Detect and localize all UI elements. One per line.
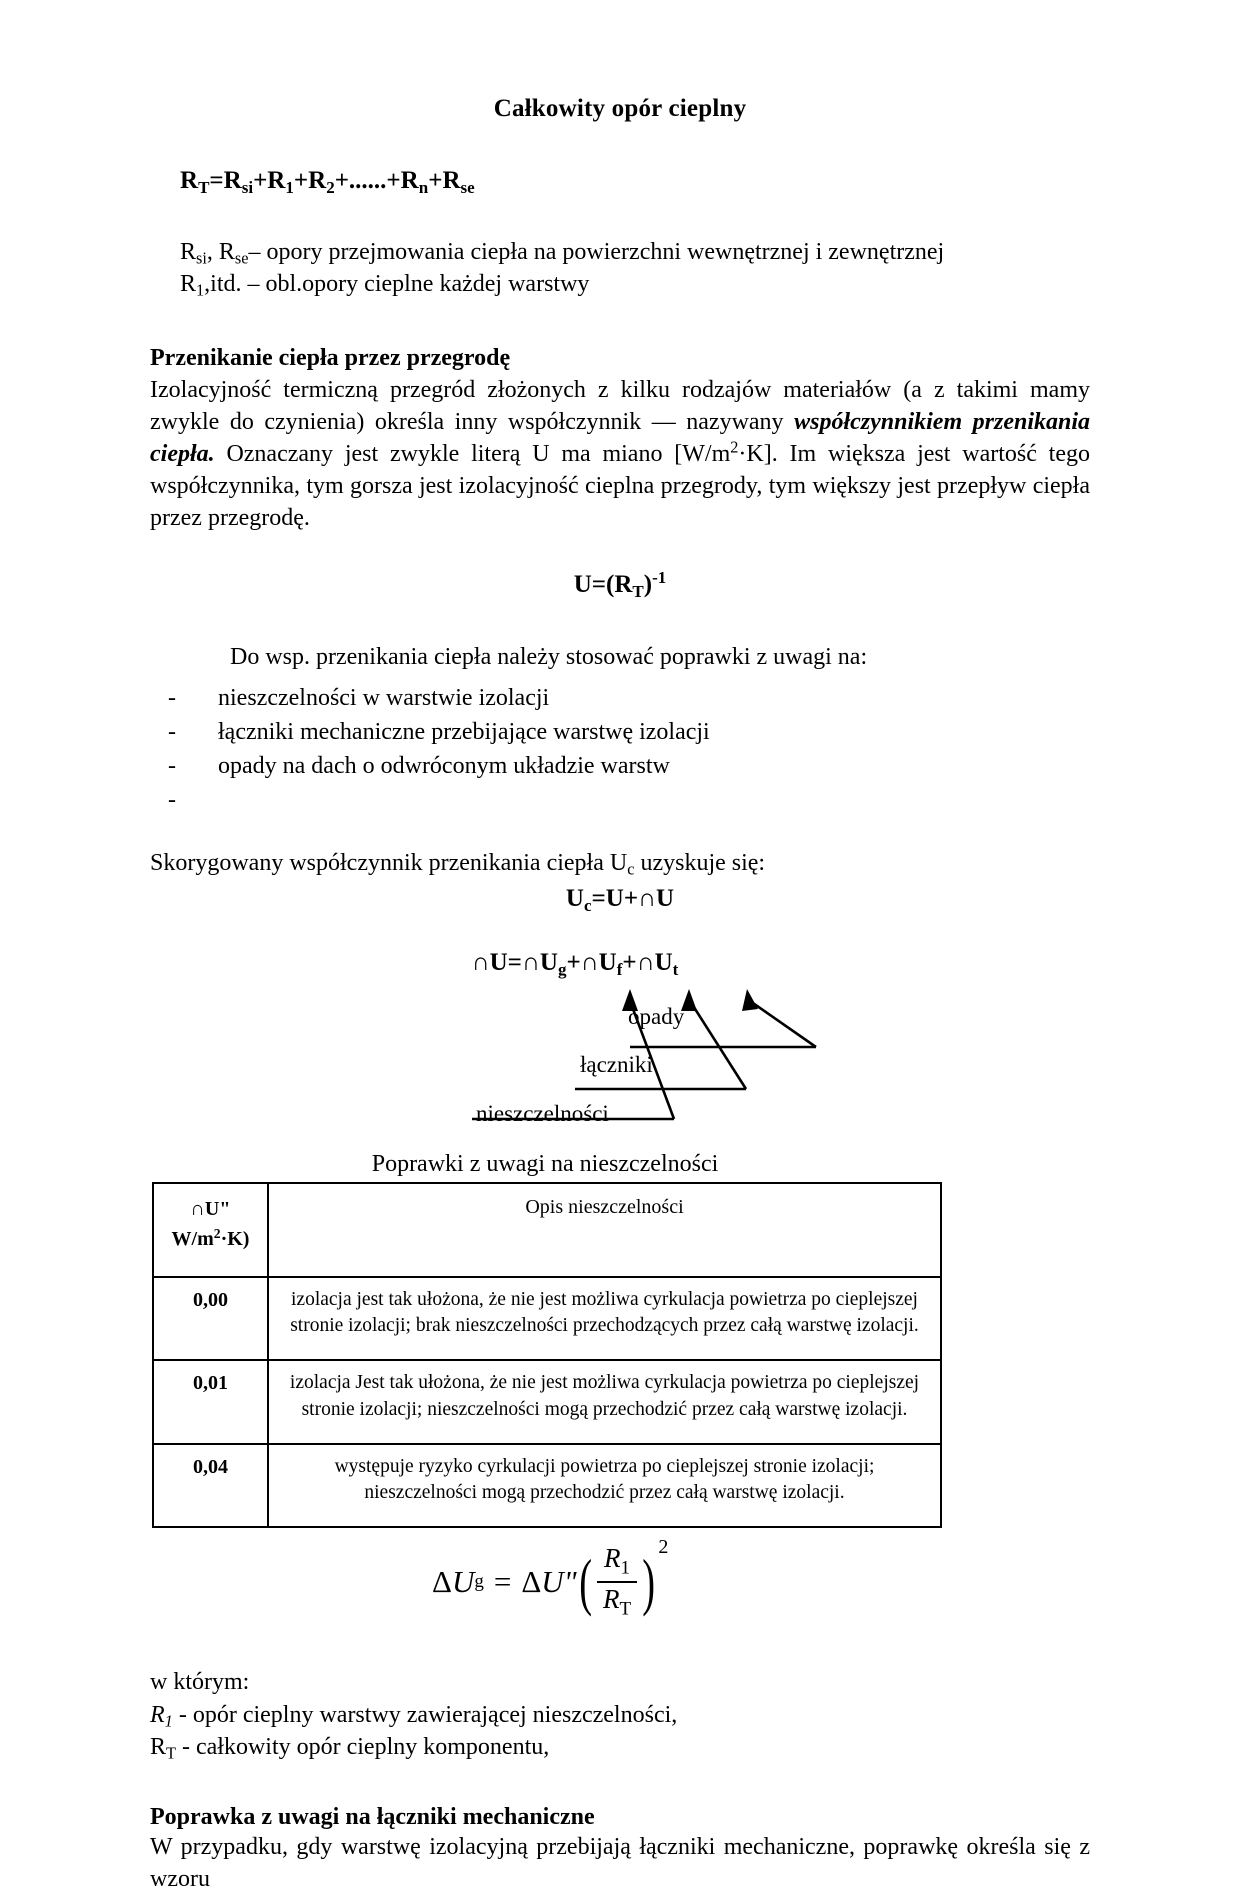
where-block [150,1666,1090,1764]
equation-numerator [598,1542,636,1581]
equation-expression [432,1535,669,1621]
list-item [150,783,1090,817]
equation-den-sub: T [619,1598,632,1620]
equation-delta-ug [150,1535,1090,1656]
equation-paren-open: ( [578,1545,592,1617]
arrow-diagram [150,979,1090,1129]
heading-przenikanie: Przenikanie ciepła przez przegrodę [150,344,511,371]
table-row [153,1360,941,1443]
legend-line-2: $R_1,itd$. – obl.opory cieplne każdej warstwy [180,270,590,300]
formula-u-inverse: $U=(R_T)^{-1}$ [573,567,667,601]
table-header-units [162,1224,259,1254]
corrections-intro [230,641,1090,673]
table-cell-description: izolacja Jest tak ułożona, że nie jest możliwa cyrkulacja powietrza po cieplejszej stronie izolacji; nieszczelności mogą przechodzić przez całą warstwę izolacji. [268,1360,941,1443]
equation-denominator [597,1583,637,1622]
equation-paren-close: ) [642,1545,656,1617]
where-symbol-r1: R [150,1701,165,1728]
corrections-intro-text: Do wsp. przenikania ciepła należy stosować poprawki z uwagi na: [230,643,868,670]
corrected-intro-sub: c [627,859,635,879]
unit-suffix: ·K) [220,1228,250,1251]
legend-line-1: $R_{si}$, $R_{se}-$ opory przejmowania ciepła na powierzchni wewnętrznej i zewnętrznej [180,239,945,268]
table-cell-value: 0,01 [153,1360,268,1443]
legend-line-2-text: ,itd. – obl.opory cieplne każdej warstwy [204,270,590,297]
equation-den-symbol: R [602,1583,620,1614]
equation-u-right: U" [541,1563,577,1599]
equation-equals: = [493,1563,512,1599]
list-item-label: opady na dach o odwróconym układzie warstw [218,752,670,779]
para-part-1: Izolacyjność termiczną przegród złożonych z kilku rodzajów materiałów (a z takimi mamy zwykle do czynienia) określa inny współczynnik — nazywany [150,376,1090,435]
para-unit-exponent: 2 [730,437,739,457]
where-text-2: - całkowity opór cieplny komponentu, [175,1734,550,1761]
document-body [150,95,1090,1895]
corrections-list [150,681,1090,817]
arrowhead-opady [742,989,758,1011]
paragraph-izolacyjnosc [150,374,1090,535]
legend-block [180,237,1090,301]
table-header-row [153,1183,941,1277]
corrected-intro-post: uzyskuje się: [634,849,766,876]
formula-total-resistance: $R_T=R_{si}+R_1+R_2+......+R_n+R_{se}$ [180,167,475,197]
equation-delta-right: Δ [521,1563,542,1599]
para-emphasis: współczynnikiem przenikania ciepła. [150,408,1091,468]
corrected-intro-pre: Skorygowany współczynnik przenikania ciepła U [150,849,628,876]
formula-uc: $U_c=U+\cap U$ [565,885,675,915]
list-item-label: łączniki mechaniczne przebijające warstwę izolacji [218,718,710,745]
equation-u-left-sub: g [474,1570,484,1592]
where-symbol-rt: R [150,1734,167,1761]
diagram-label-opady: opady [628,1004,685,1030]
unit-exponent: 2 [213,1226,221,1242]
equation-delta-left: Δ [432,1563,452,1599]
equation-exponent: 2 [658,1535,669,1558]
table-caption: Poprawki z uwagi na nieszczelności [371,1151,719,1178]
list-item [150,749,1090,783]
page-title: Całkowity opór cieplny [493,95,747,122]
table-cell-description: występuje ryzyko cyrkulacji powietrza po cieplejszej stronie izolacji; nieszczelności mogą przechodzić przez całą warstwę izolacji. [268,1444,941,1527]
equation-fraction [597,1542,637,1621]
para-part-3: ·K]. Im większa jest wartość tego współczynnika, tym gorsza jest izolacyjność cieplna przegrody, tym większy jest przepływ ciepła przez przegrodę. [150,441,1090,532]
table-cell-value: 0,04 [153,1444,268,1527]
table-header-unit [153,1183,268,1277]
list-item [150,715,1090,749]
where-lead: w którym: [150,1668,250,1695]
list-item-label: nieszczelności w warstwie izolacji [218,684,550,711]
table-row [153,1444,941,1527]
where-symbol-rt-sub: T [166,1743,176,1763]
equation-num-sub: 1 [620,1557,631,1579]
table-header-description: Opis nieszczelności [268,1183,941,1277]
where-line-1 [150,1699,1090,1732]
list-item [150,681,1090,715]
corrected-intro [150,847,1090,879]
where-text-1: - opór cieplny warstwy zawierającej nieszczelności, [172,1701,678,1728]
table-cell-description: izolacja jest tak ułożona, że nie jest możliwa cyrkulacja powietrza po cieplejszej stronie izolacji; brak nieszczelności przechodzących przez całą warstwę izolacji. [268,1277,941,1360]
table-row [153,1277,941,1360]
corrections-table [152,1182,942,1528]
where-symbol-r1-sub: 1 [164,1711,173,1731]
equation-u-left: U [451,1563,475,1599]
equation-num-symbol: R [604,1542,621,1573]
diagram-label-nieszczelnosci: nieszczelności [476,1101,609,1127]
paragraph-laczniki: W przypadku, gdy warstwę izolacyjną przebijają łączniki mechaniczne, poprawkę określa się z wzoru [150,1833,1090,1892]
heading-poprawka-laczniki: Poprawka z uwagi na łączniki mechaniczne [150,1803,595,1830]
table-header-symbol: ∩U" [190,1198,231,1221]
para-part-2: Oznaczany jest zwykle literą U ma miano [W/m [214,441,731,468]
formula-delta-u: $\cap U=\cap U_g+\cap U_f+\cap U_t$ [471,949,679,979]
legend-line-1-text: – opory przejmowania ciepła na powierzchni wewnętrznej i zewnętrznej [248,239,945,265]
unit-prefix: W/m [171,1228,214,1251]
diagram-label-laczniki: łączniki [580,1052,653,1078]
table-cell-value: 0,00 [153,1277,268,1360]
where-line-2 [150,1731,1090,1764]
